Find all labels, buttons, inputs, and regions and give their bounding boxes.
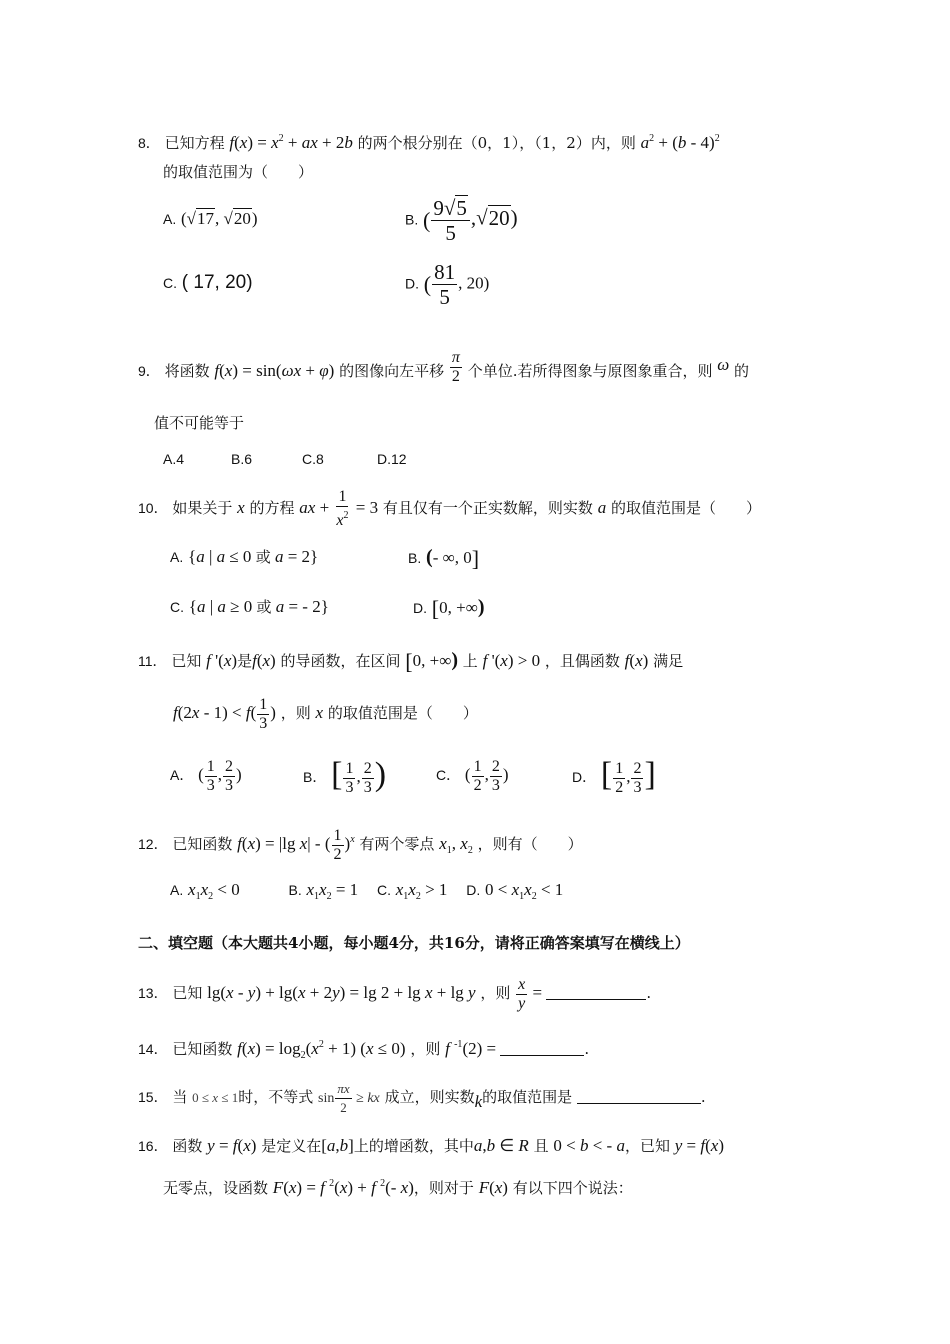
var-a: a bbox=[597, 498, 607, 517]
option-label: A. bbox=[170, 882, 184, 898]
q12-text: 有两个零点 bbox=[359, 835, 435, 853]
q8-text: 已知方程 bbox=[164, 134, 225, 152]
or-text: 或 bbox=[255, 548, 271, 566]
option-label: C. bbox=[163, 275, 177, 291]
q8-line2: 的取值范围为（ ） bbox=[163, 163, 314, 181]
q12-text: ，则有（ ） bbox=[477, 835, 583, 853]
q16-text: 有以下四个说法： bbox=[512, 1179, 633, 1197]
q14-function: $f(x) = \log_2(x^2 + 1) (x \le 0)$ bbox=[237, 1039, 406, 1061]
q11-text: 上 bbox=[462, 652, 478, 670]
q15-text: 的取值范围是 bbox=[482, 1088, 573, 1106]
q16-function: y = f(x) bbox=[674, 1136, 725, 1155]
q10-text: 如果关于 bbox=[172, 499, 233, 517]
derivative-positive: f '(x) > 0 bbox=[482, 651, 541, 670]
q16-text: ，已知 bbox=[624, 1137, 670, 1155]
q16-line2 bbox=[163, 1173, 633, 1199]
q16-text: 是定义在 bbox=[261, 1137, 322, 1155]
answer-blank[interactable] bbox=[577, 1103, 701, 1104]
zeros: $x_1$, $x_2$ bbox=[439, 834, 473, 856]
q11-option-a bbox=[170, 754, 242, 796]
derivative: f '(x) bbox=[206, 651, 238, 670]
q10-option-d bbox=[413, 596, 485, 620]
q15-range: 0 ≤ x ≤ 1 bbox=[192, 1090, 239, 1105]
option-math: ( 17, 20) bbox=[181, 272, 253, 293]
q10-text: 的方程 bbox=[249, 499, 295, 517]
q13-text: ，则 bbox=[480, 984, 511, 1002]
q9-text: 的 bbox=[734, 362, 750, 380]
q11-text: 的取值范围是（ ） bbox=[327, 704, 478, 722]
q14-number: 14． bbox=[138, 1041, 168, 1057]
q14-text: ，则 bbox=[410, 1040, 441, 1058]
fraction: $\frac{9√5}{5}$ bbox=[431, 196, 470, 245]
q10-number: 10． bbox=[138, 500, 168, 516]
q8-option-a bbox=[163, 208, 258, 230]
q12-text: 已知函数 bbox=[172, 835, 233, 853]
q11-text: 满足 bbox=[653, 652, 684, 670]
q16-text: 且 bbox=[533, 1137, 549, 1155]
q10-option-b bbox=[408, 546, 479, 570]
option-b-math: $x_1x_2 = 1$ bbox=[306, 880, 359, 902]
q15-text: 成立，则实数 bbox=[384, 1088, 475, 1106]
option-math: [0, +∞) bbox=[431, 596, 485, 621]
q10-text: 有且仅有一个正实数解，则实数 bbox=[382, 499, 593, 517]
option-c-math: $x_1x_2 > 1$ bbox=[395, 880, 448, 902]
q8-option-b: B. ( $\frac{9√5}{5}$ ,√20) bbox=[405, 196, 518, 245]
q9-text: 的图像向左平移 bbox=[339, 362, 445, 380]
q16-number: 16． bbox=[138, 1138, 168, 1154]
option-math: {a | a ≤ 0 bbox=[188, 547, 256, 566]
q9-text: 个单位.若所得图象与原图象重合，则 bbox=[467, 362, 713, 380]
option-math: [ $\frac{1}{3}$ , $\frac{2}{3}$ ) bbox=[331, 756, 387, 796]
q11-text: 是 bbox=[237, 652, 253, 670]
q9-option-a: A.4 bbox=[163, 451, 185, 467]
q10-option-a: A. {a | a ≤ 0 或 a = 2} bbox=[170, 547, 319, 566]
q9-option-c: C.8 bbox=[302, 451, 324, 467]
option-math: (√17, √20) bbox=[181, 209, 258, 228]
period: . bbox=[700, 1088, 706, 1106]
q11-inequality: f(2x - 1) < f( $\frac{1}{3}$ ) bbox=[173, 695, 276, 732]
q15-text: 当 bbox=[172, 1088, 188, 1106]
option-math: {a | a ≥ 0 bbox=[188, 597, 257, 616]
q13-line bbox=[138, 972, 651, 1014]
option-label: C. bbox=[376, 882, 391, 898]
q14-inverse: f $^{-1}$(2) = bbox=[445, 1039, 501, 1058]
option-label: A. bbox=[170, 549, 184, 565]
period: . bbox=[646, 984, 652, 1002]
function-f: f(x) bbox=[624, 651, 649, 670]
q10-option-c: C. {a | a ≥ 0 或 a = - 2} bbox=[170, 597, 329, 616]
q9-text: 将函数 bbox=[164, 362, 210, 380]
q16-text: 上的增函数，其中 bbox=[353, 1137, 474, 1155]
condition: a,b ∈ R bbox=[473, 1136, 529, 1155]
option-label: D． bbox=[572, 769, 597, 785]
option-label: B. bbox=[408, 550, 422, 566]
q14-text: 已知函数 bbox=[172, 1040, 233, 1058]
q11-number: 11． bbox=[138, 653, 167, 669]
q9-number: 9． bbox=[138, 363, 160, 379]
q12-number: 12． bbox=[138, 836, 168, 852]
q12-options bbox=[170, 879, 563, 908]
or-text: 或 bbox=[256, 598, 272, 616]
q16-line1 bbox=[138, 1135, 724, 1157]
q15-number: 15． bbox=[138, 1089, 168, 1105]
q11-option-c bbox=[436, 754, 509, 796]
q15-text: 时，不等式 bbox=[238, 1088, 314, 1106]
q8-equation: $f(x) = x^2$ + ax + 2b bbox=[229, 133, 353, 152]
q9-option-b: B.6 bbox=[231, 451, 253, 467]
option-math: [ $\frac{1}{2}$ , $\frac{2}{3}$ ] bbox=[600, 756, 656, 796]
q11-option-d bbox=[572, 754, 656, 798]
var-k: k bbox=[474, 1092, 483, 1111]
q14-line bbox=[138, 1034, 589, 1067]
q11-text: 已知 bbox=[171, 652, 202, 670]
option-label: D. bbox=[466, 882, 481, 898]
q11-text: ，则 bbox=[280, 704, 311, 722]
q16-function: y = f(x) bbox=[207, 1136, 257, 1155]
option-label: B． bbox=[303, 769, 327, 785]
q9-option-d: D.12 bbox=[377, 451, 407, 467]
q13-text: 已知 bbox=[172, 984, 203, 1002]
option-d-math: $0 < x_1x_2 < 1$ bbox=[485, 880, 564, 902]
q10-text: 的取值范围是（ ） bbox=[610, 499, 761, 517]
q13-number: 13． bbox=[138, 985, 168, 1001]
omega-symbol: ω bbox=[717, 355, 730, 374]
option-math: (- ∞, 0] bbox=[426, 546, 480, 571]
q11-option-b bbox=[303, 754, 386, 798]
q11-text: 的导函数，在区间 bbox=[280, 652, 401, 670]
option-label: B. bbox=[405, 211, 419, 228]
option-label: C. bbox=[170, 599, 184, 615]
period: . bbox=[584, 1040, 590, 1058]
option-label: D. bbox=[413, 600, 427, 616]
q16-text: 无零点，设函数 bbox=[163, 1179, 269, 1197]
q8-number: 8． bbox=[138, 135, 160, 151]
answer-blank[interactable] bbox=[500, 1055, 584, 1056]
q12-line1 bbox=[138, 820, 583, 871]
q8-text: 的两个根分别在（0，1），（1，2）内，则 bbox=[357, 134, 636, 152]
var-x: x bbox=[237, 498, 245, 517]
option-math: ( $\frac{1}{2}$ , $\frac{2}{3}$ ) bbox=[464, 757, 509, 794]
q16-F-def: F(x) = f $^2$(x) + f $^2$(- x) bbox=[272, 1178, 414, 1197]
q11-line1: 11． 已知 f '(x)是f(x) 的导函数，在区间 [0, +∞) 上 f '(x) > 0 ，且偶函数 f(x) 满足 bbox=[138, 649, 684, 674]
option-label: D. bbox=[405, 275, 419, 292]
condition: 0 < b < - a bbox=[553, 1136, 625, 1155]
section-heading: 二、填空题（本大题共4小题，每小题4分，共16分，请将正确答案填写在横线上） bbox=[138, 934, 690, 952]
q9-line1 bbox=[138, 345, 749, 391]
q9-function: f(x) = sin(ωx + φ) bbox=[214, 361, 335, 380]
q11-text: ，且偶函数 bbox=[544, 652, 620, 670]
q16-text: ，则对于 bbox=[413, 1179, 474, 1197]
q11-line2 bbox=[173, 692, 478, 734]
interval: [a,b] bbox=[321, 1136, 354, 1155]
pi-over-2: $\frac{\pi}{2}$ bbox=[451, 349, 460, 385]
q8-expression: $a^2 + (b - 4)^2$ bbox=[640, 133, 720, 152]
option-label: A． bbox=[170, 767, 194, 783]
option-math: ( $\frac{1}{3}$ , $\frac{2}{3}$ ) bbox=[198, 757, 242, 794]
q10-line1 bbox=[138, 488, 761, 530]
q12-function: f(x) = |lg x| - ( $\frac{1}{2}$ )$^x$ bbox=[237, 826, 355, 863]
answer-blank[interactable] bbox=[546, 999, 646, 1000]
q13-ratio: $\frac{x}{y}$ = bbox=[518, 975, 547, 1012]
q8-line1 bbox=[138, 128, 720, 154]
option-a-math: $x_1x_2 < 0$ bbox=[188, 880, 240, 902]
var-x: x bbox=[315, 703, 324, 722]
option-label: B. bbox=[288, 882, 302, 898]
interval: [0, +∞) bbox=[405, 649, 458, 674]
q15-line bbox=[138, 1076, 706, 1123]
q16-text: 函数 bbox=[172, 1137, 203, 1155]
q16-F: F(x) bbox=[478, 1178, 508, 1197]
fraction: $\frac{81}{5}$ bbox=[434, 260, 456, 309]
option-label: C． bbox=[436, 767, 461, 783]
q9-line2: 值不可能等于 bbox=[154, 414, 245, 432]
q8-option-d: D. ( $\frac{81}{5}$ , 20) bbox=[405, 260, 490, 309]
q10-equation: ax + $\frac{1}{x^2}$ = 3 bbox=[299, 488, 379, 530]
q13-equation: lg(x - y) + lg(x + 2y) = lg 2 + lg x + lg y bbox=[207, 983, 476, 1002]
q8-option-c bbox=[163, 272, 253, 294]
q15-inequality: sin $\frac{\pi x}{2}$ ≥ kx bbox=[318, 1081, 380, 1116]
option-label: A. bbox=[163, 211, 177, 227]
